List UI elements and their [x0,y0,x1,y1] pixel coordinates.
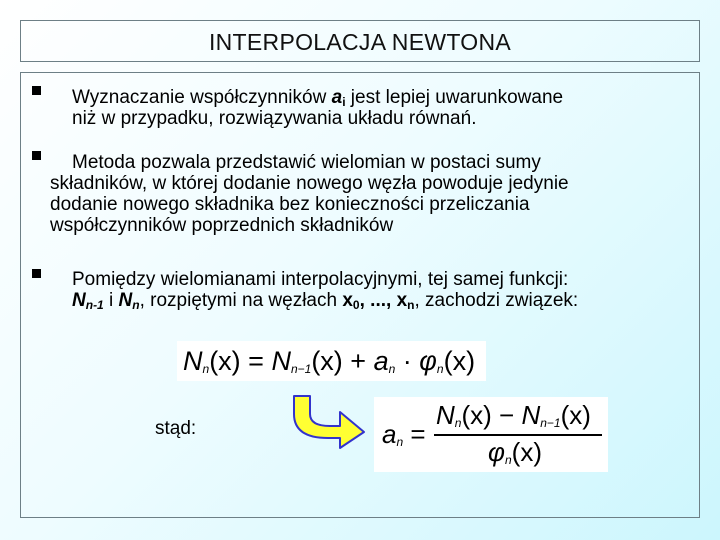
formula-1-expression: $N_n(x) = N_{n-1}(x) + a_n \cdot \varphi_n(x)$ [183,346,476,376]
bullet-1-line-1: Wyznaczanie współczynników $a_i$ jest lepiej uwarunkowane [72,87,564,109]
page-title: INTERPOLACJA NEWTONA [208,29,512,55]
coefficient-formula [374,397,608,472]
bullet-square-icon [32,151,41,160]
curved-arrow-icon [286,392,368,450]
formula-2-numerator: $N_n(x) - N_{n-1}(x)$ [436,400,591,430]
bullet-2-line-1: Metoda pozwala przedstawić wielomian w postaci sumy [72,152,541,173]
bullet-2-line-2: składników, w której dodanie nowego węzła powoduje jedynie [50,173,569,194]
title-box [20,20,700,62]
bullet-square-icon [32,269,41,278]
therefore-label: stąd: [155,418,197,439]
bullet-3-line-1: Pomiędzy wielomianami interpolacyjnymi, tej samej funkcji: [72,269,569,290]
bullet-3-line-2: $N_{n-1}$ i $N_n$, rozpiętymi na węzłach $x_0$, ..., $x_n$, zachodzi związek: [72,290,579,312]
formula-2-lhs: $a_n$ = [382,419,426,449]
fraction-bar [434,434,602,436]
bullet-3-text [72,269,578,311]
bullet-2-text [50,152,569,236]
bullet-square-icon [32,86,41,95]
bullet-2-line-3: dodanie nowego składnika bez konieczności przeliczania [50,194,530,215]
formula-2-denominator: $\varphi_n(x)$ [488,437,542,467]
newton-recurrence-formula [177,341,486,381]
bullet-1-text [72,87,563,129]
bullet-2-line-4: współczynników poprzednich składników [50,215,394,236]
bullet-1-line-2: niż w przypadku, rozwiązywania układu równań. [72,108,477,129]
